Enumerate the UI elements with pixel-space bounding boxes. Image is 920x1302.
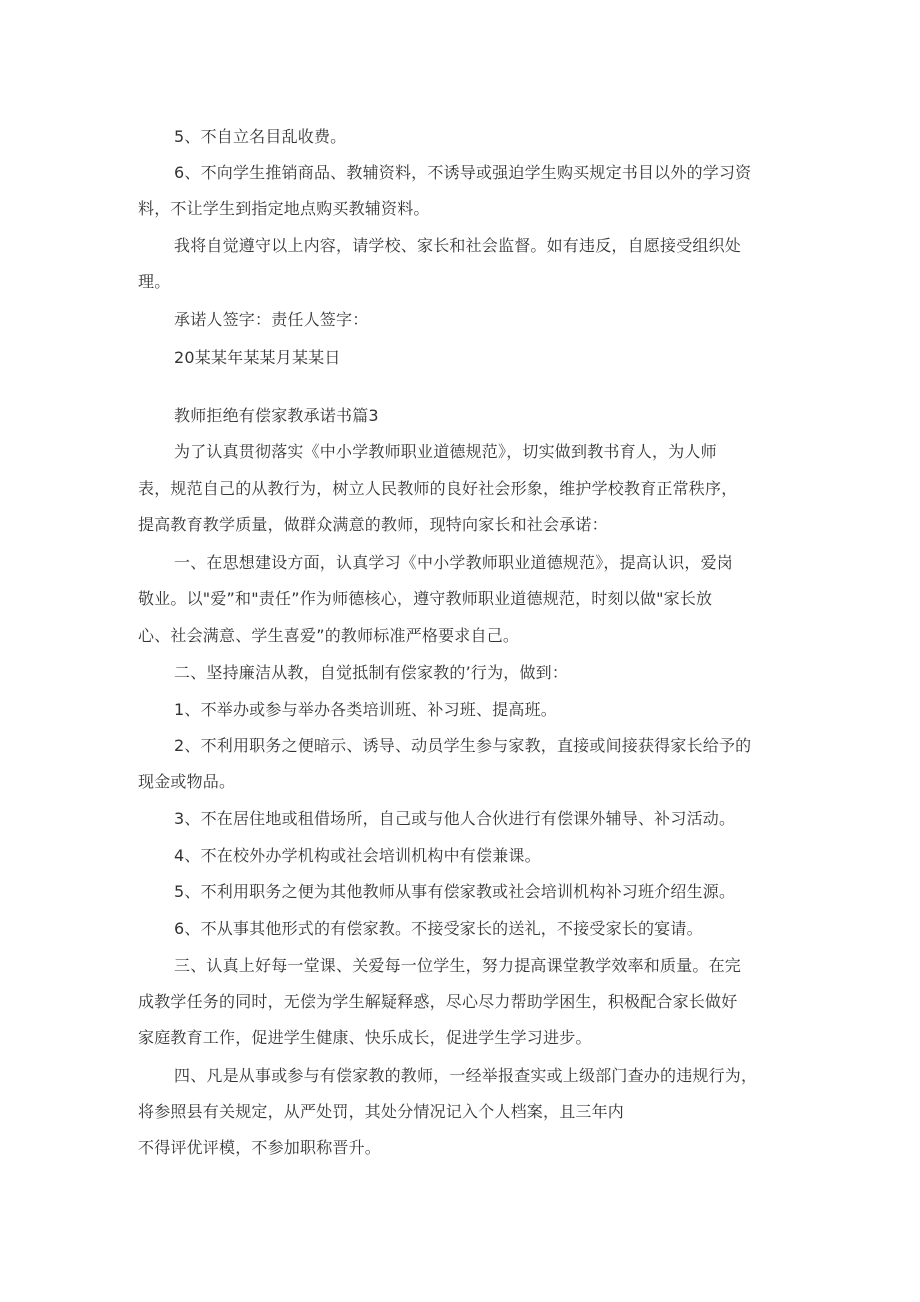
text-line: 三、认真上好每一堂课、关爱每一位学生，努力提高课堂教学效率和质量。在完 [174, 956, 742, 975]
text-line: 4、不在校外办学机构或社会培训机构中有偿兼课。 [174, 846, 541, 865]
text-line: 将参照县有关规定，从严处罚，其处分情况记入个人档案，且三年内 [138, 1102, 625, 1121]
text-line: 不得评优评模，不参加职称晋升。 [138, 1138, 382, 1157]
text-line: 为了认真贯彻落实《中小学教师职业道德规范》，切实做到教书育人，为人师 [174, 442, 717, 461]
text-line: 理。 [138, 272, 171, 291]
text-line: 5、不利用职务之便为其他教师从事有偿家教或社会培训机构补习班介绍生源。 [174, 882, 736, 901]
text-line: 3、不在居住地或租借场所，自己或与他人合伙进行有偿课外辅导、补习活动。 [174, 809, 736, 828]
text-line: 提高教育教学质量，做群众满意的教师，现特向家长和社会承诺： [138, 515, 608, 534]
text-line: 二、坚持廉洁从教，自觉抵制有偿家教的’行为，做到： [174, 663, 569, 682]
text-line: 现金或物品。 [138, 772, 236, 791]
text-line: 6、不向学生推销商品、教辅资料，不诱导或强迫学生购买规定书目以外的学习资 [174, 163, 752, 182]
text-line: 四、凡是从事或参与有偿家教的教师，一经举报查实或上级部门查办的违规行为， [174, 1066, 758, 1085]
text-line: 表，规范自己的从教行为，树立人民教师的良好社会形象，维护学校教育正常秩序， [138, 479, 738, 498]
text-line: 5、不自立名目乱收费。 [174, 127, 347, 146]
text-line: 一、在思想建设方面，认真学习《中小学教师职业道德规范》，提高认识，爱岗 [174, 553, 734, 572]
section-title: 教师拒绝有偿家教承诺书篇3 [174, 406, 379, 425]
text-line: 成教学任务的同时，无偿为学生解疑释惑，尽心尽力帮助学困生，积极配合家长做好 [138, 992, 738, 1011]
text-line: 心、社会满意、学生喜爱”的教师标准严格要求自己。 [138, 626, 520, 645]
text-line: 6、不从事其他形式的有偿家教。不接受家长的送礼，不接受家长的宴请。 [174, 919, 703, 938]
date-line: 20某某年某某月某某日 [174, 348, 341, 367]
text-line: 料，不让学生到指定地点购买教辅资料。 [138, 199, 430, 218]
signature-line: 承诺人签字：责任人签字： [174, 310, 369, 329]
text-line: 1、不举办或参与举办各类培训班、补习班、提高班。 [174, 700, 557, 719]
text-line: 2、不利用职务之便暗示、诱导、动员学生参与家教，直接或间接获得家长给予的 [174, 736, 752, 755]
text-line: 敬业。以"爱”和"责任”作为师德核心，遵守教师职业道德规范，时刻以做"家长放 [138, 589, 713, 608]
text-line: 家庭教育工作，促进学生健康、快乐成长，促进学生学习进步。 [138, 1028, 592, 1047]
text-line: 我将自觉遵守以上内容，请学校、家长和社会监督。如有违反，自愿接受组织处 [174, 236, 742, 255]
